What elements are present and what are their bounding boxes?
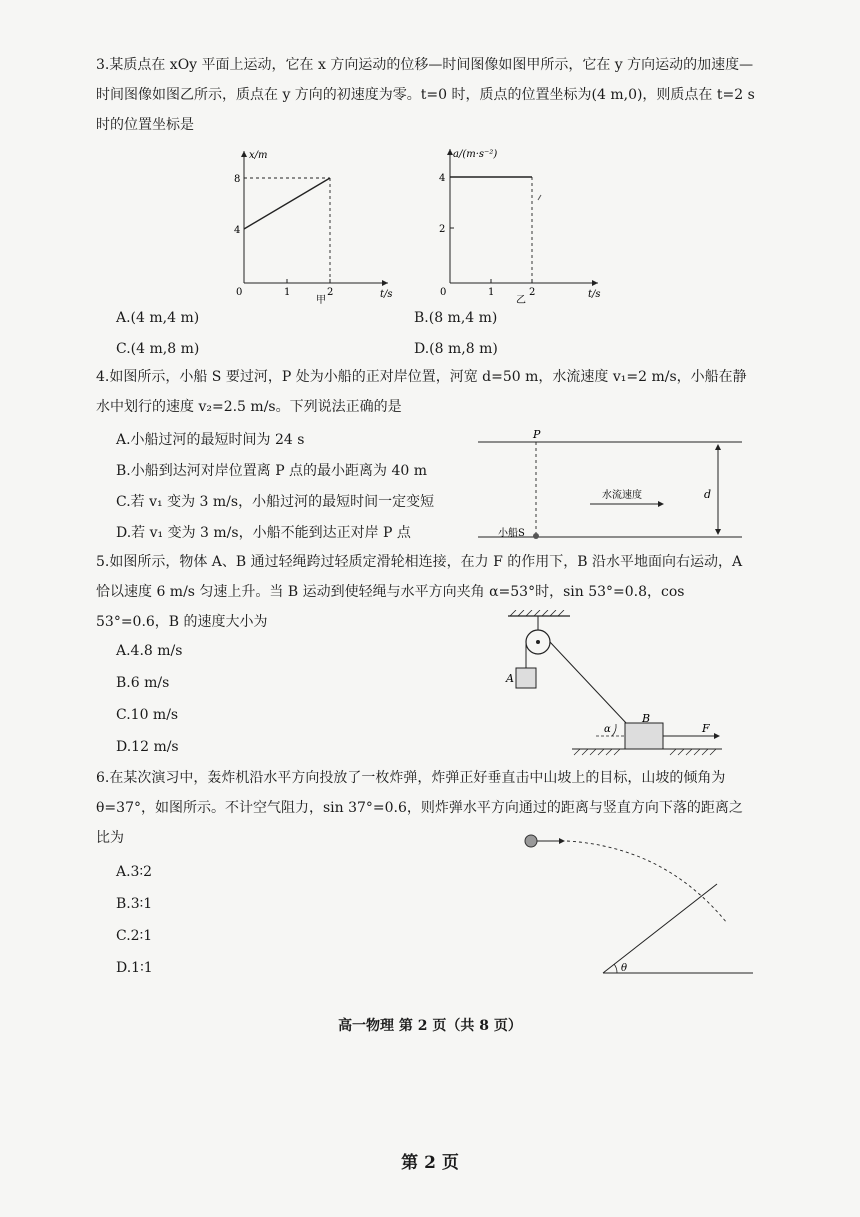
q6-option-d: D.1∶1 <box>116 960 153 976</box>
yi-xlabel: t/s <box>588 289 601 300</box>
q6-option-c: C.2∶1 <box>116 928 153 944</box>
jia-xtick-1: 1 <box>284 287 291 298</box>
bomb <box>525 835 537 847</box>
label-f: F <box>702 722 710 735</box>
q3-option-b: B.(8 m,4 m) <box>414 310 498 326</box>
yi-xtick-1: 1 <box>488 287 495 298</box>
q5-option-c: C.10 m/s <box>116 707 179 723</box>
label-b: B <box>642 712 651 725</box>
label-theta: θ <box>621 963 628 974</box>
yi-xtick-2: 2 <box>529 287 536 298</box>
jia-caption: 甲 <box>316 295 326 305</box>
yi-ytick-2: 2 <box>439 224 446 235</box>
q3-option-d: D.(8 m,8 m) <box>414 341 498 357</box>
jia-ytick-4: 4 <box>234 225 241 236</box>
q5-option-d: D.12 m/s <box>116 739 179 755</box>
boat-dot <box>533 533 539 539</box>
q4-option-b: B.小船到达河对岸位置离 P 点的最小距离为 40 m <box>116 463 428 479</box>
q6-option-b: B.3∶1 <box>116 896 153 912</box>
yi-ylabel: a/(m·s⁻²) <box>453 149 498 160</box>
yi-caption: 乙 <box>516 295 526 305</box>
question-4-stem: 4.如图所示，小船 S 要过河，P 处为小船的正对岸位置，河宽 d=50 m，水流速度 v₁=2 m/s，小船在静水中划行的速度 v₂=2.5 m/s。下列说法正确的是 <box>96 369 747 415</box>
river-figure <box>478 428 748 543</box>
yi-xtick-0: 0 <box>440 287 447 298</box>
label-alpha: α <box>604 724 611 735</box>
page-footer: 高一物理 第 2 页（共 8 页） <box>338 1018 522 1034</box>
label-a: A <box>506 672 514 685</box>
page-number: 第 2 页 <box>401 1153 459 1173</box>
jia-ytick-8: 8 <box>234 174 241 185</box>
graph-jia <box>220 145 400 305</box>
question-4 <box>96 362 756 422</box>
label-p: P <box>533 428 541 441</box>
q4-option-a: A.小船过河的最短时间为 24 s <box>116 432 305 448</box>
rope-b <box>550 642 627 724</box>
label-flow: 水流速度 <box>602 490 642 501</box>
q6-option-a: A.3∶2 <box>116 864 153 880</box>
bomb-figure <box>515 825 760 980</box>
trajectory <box>567 841 727 923</box>
q5-option-b: B.6 m/s <box>116 675 170 691</box>
q3-option-c: C.(4 m,8 m) <box>116 341 200 357</box>
jia-xlabel: t/s <box>380 289 393 300</box>
q3-option-a: A.(4 m,4 m) <box>116 310 200 326</box>
jia-ylabel: x/m <box>249 150 268 161</box>
pulley-figure <box>500 610 730 760</box>
label-d: d <box>704 488 712 501</box>
q4-option-d: D.若 v₁ 变为 3 m/s，小船不能到达正对岸 P 点 <box>116 525 411 541</box>
q5-option-a: A.4.8 m/s <box>116 643 183 659</box>
question-5-stem: 5.如图所示，物体 A、B 通过轻绳跨过轻质定滑轮相连接，在力 F 的作用下，B 沿水平地面向右运动，A 恰以速度 6 m/s 匀速上升。当 B 运动到使轻绳与水平方向夹角 α=53°时，sin 53°=0.8，cos 53°=0.6，B 的速度大小为 <box>96 554 743 630</box>
jia-series-line <box>244 178 330 229</box>
jia-xtick-2: 2 <box>327 287 334 298</box>
graph-yi <box>420 145 610 305</box>
slope <box>603 884 717 973</box>
label-boat: 小船S <box>498 528 525 539</box>
question-3 <box>96 50 756 140</box>
jia-xtick-0: 0 <box>236 287 243 298</box>
block-b <box>625 723 663 749</box>
block-a <box>516 668 536 688</box>
question-3-stem: 3.某质点在 xOy 平面上运动，它在 x 方向运动的位移—时间图像如图甲所示，它在 y 方向运动的加速度—时间图像如图乙所示，质点在 y 方向的初速度为零。t=0 时，质点的位置坐标为(4 m,0)，则质点在 t=2 s 时的位置坐标是 <box>96 57 755 133</box>
yi-ytick-4: 4 <box>439 173 446 184</box>
q4-option-c: C.若 v₁ 变为 3 m/s，小船过河的最短时间一定变短 <box>116 494 435 510</box>
question-6-stem: 6.在某次演习中，轰炸机沿水平方向投放了一枚炸弹，炸弹正好垂直击中山坡上的目标，山坡的倾角为 θ=37°，如图所示。不计空气阻力，sin 37°=0.6，则炸弹水平方向通过的距离与竖直方向下落的距离之比为 <box>96 770 743 846</box>
